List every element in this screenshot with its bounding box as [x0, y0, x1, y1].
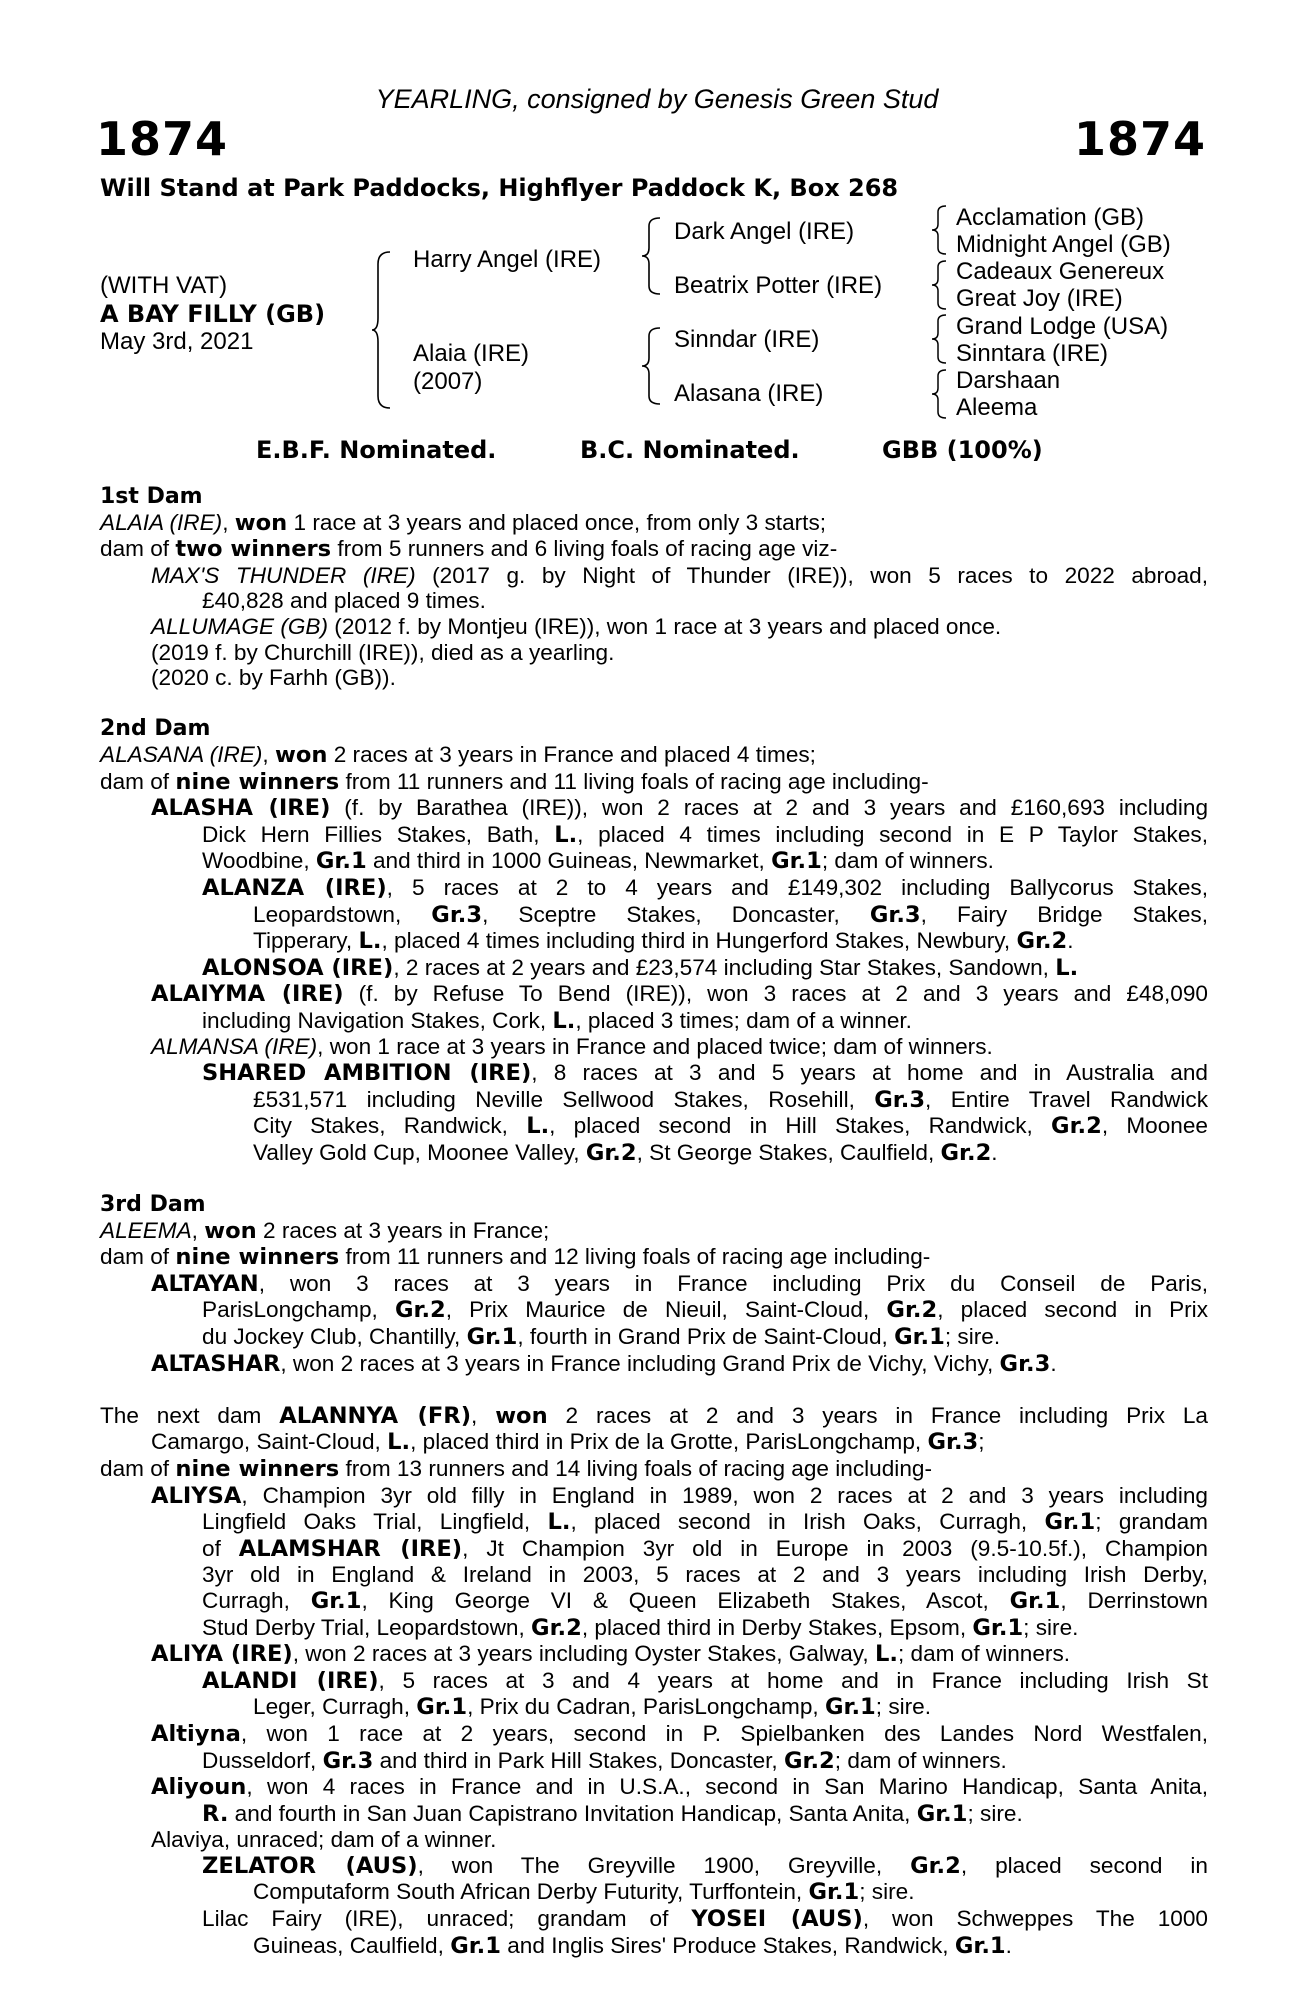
line-text: £40,828 and placed 9 times. [202, 588, 486, 614]
line-text: . [1050, 1350, 1057, 1376]
bold-text: Gr.1 [808, 1879, 860, 1906]
bold-text: Gr.1 [771, 848, 822, 875]
bold-text: L. [547, 1509, 571, 1536]
italic-text: ALAIA (IRE) [100, 509, 223, 535]
record-line [100, 1429, 1208, 1456]
brace-sire-dam [370, 250, 394, 410]
line-text: Lingfield Oaks Trial, Lingfield, [202, 1509, 548, 1535]
line-text: , won The Greyville 1900, Greyville, [417, 1852, 911, 1878]
record-line [100, 1060, 1208, 1087]
bold-text: Gr.1 [916, 1800, 968, 1827]
line-text: , placed 3 times; dam of a winner. [575, 1007, 912, 1033]
record-line [100, 928, 1208, 955]
line-text: , won 3 races at 3 years in France including Prix du Conseil de Paris, [258, 1270, 1208, 1296]
record-line [100, 1906, 1208, 1933]
bold-text: L. [387, 1429, 411, 1456]
bold-text: L. [875, 1641, 898, 1668]
section-title: 2nd Dam [100, 716, 211, 742]
line-text: and Inglis Sires' Produce Stakes, Randwick, [500, 1932, 955, 1958]
bold-text: Gr.3 [431, 901, 483, 928]
bold-text: Gr.2 [886, 1297, 938, 1324]
record-line [100, 1113, 1208, 1140]
bold-text: Gr.2 [1051, 1113, 1102, 1140]
record-line [100, 614, 1208, 640]
line-text: Guineas, Caulfield, [253, 1932, 451, 1958]
dam-produce-record [100, 484, 1208, 1959]
line-text: ; sire. [1023, 1614, 1079, 1640]
gen3-name-6: Sinntara (IRE) [956, 340, 1109, 367]
line-text: (2017 g. by Night of Thunder (IRE)), won 5 races to 2022 abroad, [415, 562, 1208, 588]
line-text: , placed second in [960, 1852, 1208, 1878]
line-text: ; sire. [875, 1694, 932, 1720]
line-text: Tipperary, [253, 928, 359, 954]
line-text: , won 2 races at 3 years including Oyster Stakes, Galway, [292, 1641, 875, 1667]
line-text: , won 4 races in France and in U.S.A., second in San Marino Handicap, Santa Anita, [246, 1774, 1208, 1800]
bold-text: Gr.2 [531, 1614, 582, 1641]
record-line [100, 665, 1208, 691]
line-text: , won 2 races at 3 years in France including Grand Prix de Vichy, Vichy, [280, 1350, 1000, 1376]
record-line [100, 902, 1208, 929]
bold-text: ZELATOR (AUS) [202, 1852, 418, 1879]
record-line [100, 1456, 1208, 1483]
line-text: , placed second in Irish Oaks, Curragh, [570, 1509, 1045, 1535]
line-text: , Jt Champion 3yr old in Europe in 2003 (9.5-10.5f.), Champion [462, 1535, 1208, 1561]
line-text: . [991, 1139, 998, 1165]
record-line [100, 536, 1208, 563]
dam-section [100, 1403, 1208, 1959]
record-line [100, 1536, 1208, 1563]
bold-text: ALASHA (IRE) [151, 795, 331, 822]
consignment-line: YEARLING, consigned by Genesis Green Stud [375, 84, 939, 114]
line-text: from 13 runners and 14 living foals of racing age including- [339, 1455, 932, 1481]
bold-text: Gr.1 [1044, 1509, 1096, 1536]
line-text: , [191, 1217, 205, 1243]
horse-name: A BAY FILLY (GB) [100, 300, 326, 328]
bold-text: Gr.3 [999, 1350, 1051, 1377]
line-text: du Jockey Club, Chantilly, [202, 1324, 467, 1349]
bold-text: Gr.2 [783, 1747, 835, 1774]
line-text: Woodbine, [202, 848, 316, 874]
bold-text: ALONSOA (IRE) [202, 954, 394, 981]
line-text: ; dam of winners. [834, 1747, 1007, 1773]
line-text: (f. by Refuse To Bend (IRE)), won 3 races at 2 and 3 years and £48,090 [343, 981, 1208, 1007]
bold-text: won [495, 1402, 548, 1429]
section-gap [100, 1377, 1208, 1403]
section-title: 1st Dam [100, 484, 203, 509]
record-line [100, 1562, 1208, 1588]
record-line [100, 1615, 1208, 1642]
ebf-nomination: E.B.F. Nominated. [256, 436, 497, 464]
bold-text: Gr.1 [416, 1694, 468, 1721]
line-text: , placed third in Derby Stakes, Epsom, [581, 1614, 973, 1640]
line-text: 2 races at 2 and 3 years in France including Prix La [547, 1402, 1208, 1428]
line-text: , 5 races at 2 to 4 years and £149,302 including Ballycorus Stakes, [386, 874, 1209, 900]
line-text: from 11 runners and 12 living foals of racing age including- [339, 1244, 931, 1270]
line-text: Computaform South African Derby Futurity, Turffontein, [253, 1879, 809, 1905]
bold-text: ALANZA (IRE) [202, 874, 387, 901]
line-text: , 5 races at 3 and 4 years at home and in France including Irish St [378, 1667, 1208, 1693]
record-line [100, 1351, 1208, 1378]
bold-text: ALIYSA [151, 1482, 242, 1509]
bold-text: Gr.1 [972, 1614, 1024, 1641]
bold-text: ALIYA (IRE) [151, 1641, 293, 1668]
granddam-paternal: Beatrix Potter (IRE) [674, 272, 883, 299]
line-text: (2019 f. by Churchill (IRE)), died as a yearling. [151, 639, 615, 665]
line-text: , won 1 race at 3 years in France and placed twice; dam of winners. [317, 1034, 993, 1060]
line-text: , 2 races at 2 years and £23,574 including Star Stakes, Sandown, [393, 954, 1056, 980]
line-text: Curragh, [202, 1587, 311, 1613]
line-text: ; grandam [1095, 1509, 1208, 1535]
line-text: 2 races at 3 years in France and placed 4 times; [327, 741, 816, 767]
line-text: , Champion 3yr old filly in England in 1989, won 2 races at 2 and 3 years including [241, 1482, 1208, 1508]
line-text: , [471, 1402, 496, 1428]
gen3-name-4: Great Joy (IRE) [956, 285, 1123, 312]
line-text: Lilac Fairy (IRE), unraced; grandam of [202, 1906, 692, 1932]
gen3-name-7: Darshaan [956, 367, 1061, 394]
line-text: ; dam of winners. [897, 1641, 1071, 1667]
pedigree-table [0, 0, 1314, 430]
brace-dam-line [640, 326, 664, 406]
bold-text: L. [554, 821, 578, 848]
bold-text: Gr.1 [1009, 1587, 1061, 1614]
section-gap [100, 691, 1208, 717]
line-text: dam of [100, 768, 176, 794]
record-line [100, 1721, 1208, 1748]
line-text: Valley Gold Cup, Moonee Valley, [253, 1139, 586, 1165]
line-text: , Moonee [1101, 1113, 1208, 1139]
italic-text: ALASANA (IRE) [100, 741, 263, 767]
line-text: 3yr old in England & Ireland in 2003, 5 races at 2 and 3 years including Irish Derby, [202, 1562, 1208, 1588]
line-text: Leopardstown, [253, 901, 432, 927]
bold-text: Gr.1 [954, 1932, 1006, 1959]
bold-text: L. [526, 1113, 550, 1140]
line-text: . [1005, 1932, 1012, 1958]
record-line [100, 1668, 1208, 1695]
line-text: including Navigation Stakes, Cork, [202, 1007, 553, 1033]
line-text: , [222, 509, 235, 535]
record-line [100, 1324, 1208, 1351]
line-text: City Stakes, Randwick, [253, 1113, 527, 1139]
line-text: Alaviya, unraced; dam of a winner. [151, 1827, 497, 1853]
bc-nomination: B.C. Nominated. [580, 436, 800, 464]
bold-text: Gr.2 [940, 1139, 992, 1166]
line-text: ; dam of winners. [821, 848, 994, 874]
bold-text: nine winners [175, 1455, 340, 1482]
bold-text: L. [1055, 954, 1079, 981]
record-line [100, 875, 1208, 902]
line-text: . [1067, 928, 1074, 954]
bold-text: Gr.3 [869, 901, 921, 928]
line-text: ; [978, 1429, 985, 1455]
gbb-rating: GBB (100%) [882, 436, 1043, 464]
bold-text: ALAMSHAR (IRE) [238, 1535, 463, 1562]
bold-text: Gr.3 [322, 1747, 374, 1774]
granddam-maternal: Alasana (IRE) [674, 380, 824, 407]
line-text: , Entire Travel Randwick [925, 1086, 1208, 1112]
bold-text: L. [552, 1007, 576, 1034]
line-text: , won 1 race at 2 years, second in P. Spielbanken des Landes Nord Westfalen, [240, 1720, 1208, 1746]
record-line [100, 1641, 1208, 1668]
bold-text: Gr.2 [394, 1297, 446, 1324]
bold-text: ALTAYAN [151, 1270, 259, 1297]
record-line [100, 1403, 1208, 1430]
line-text: Leger, Curragh, [253, 1694, 417, 1720]
bold-text: R. [202, 1800, 229, 1827]
record-line [100, 1933, 1208, 1960]
record-line [100, 1140, 1208, 1167]
lot-number-left: 1874 [96, 112, 229, 166]
line-text: , fourth in Grand Prix de Saint-Cloud, [517, 1324, 895, 1349]
line-text: , St George Stakes, Caulfield, [636, 1139, 941, 1165]
line-text: of [202, 1535, 239, 1561]
record-line [100, 1483, 1208, 1510]
line-text: ; sire. [859, 1879, 915, 1905]
line-text: , Sceptre Stakes, Doncaster, [482, 901, 870, 927]
line-text: and third in Park Hill Stakes, Doncaster, [373, 1747, 784, 1773]
bold-text: ALANDI (IRE) [202, 1667, 379, 1694]
bold-text: ALTASHAR [151, 1350, 281, 1377]
line-text: (2020 c. by Farhh (GB)). [151, 665, 396, 691]
record-line [100, 640, 1208, 666]
bold-text: Gr.2 [910, 1852, 961, 1879]
line-text: Dusseldorf, [202, 1747, 323, 1773]
section-title: 3rd Dam [100, 1192, 206, 1218]
bold-text: two winners [175, 536, 332, 563]
line-text: , won Schweppes The 1000 [862, 1906, 1208, 1932]
line-text: , Derrinstown [1060, 1587, 1208, 1613]
line-text: , Prix du Cadran, ParisLongchamp, [467, 1694, 825, 1720]
brace-gen3-1 [930, 204, 950, 256]
line-text: (f. by Barathea (IRE)), won 2 races at 2 and 3 years and £160,693 including [330, 795, 1209, 821]
gen3-name-1: Acclamation (GB) [956, 204, 1145, 231]
brace-sire-line [640, 216, 664, 296]
lot-number-right: 1874 [1073, 112, 1206, 166]
line-text: ParisLongchamp, [202, 1297, 395, 1323]
record-line [100, 1748, 1208, 1775]
bold-text: Gr.1 [894, 1324, 945, 1350]
record-line [100, 1774, 1208, 1801]
line-text: , Fairy Bridge Stakes, [920, 901, 1208, 927]
line-text: , placed second in Hill Stakes, Randwick, [549, 1113, 1052, 1139]
bold-text: L. [358, 928, 382, 955]
line-text: dam of [100, 1244, 176, 1270]
bold-text: ALANNYA (FR) [279, 1402, 472, 1429]
line-text: Dick Hern Fillies Stakes, Bath, [202, 821, 555, 847]
line-text: 2 races at 3 years in France; [256, 1217, 550, 1243]
record-line [100, 1827, 1208, 1853]
bold-text: nine winners [175, 1244, 340, 1271]
line-text: Stud Derby Trial, Leopardstown, [202, 1614, 532, 1640]
record-line [100, 1801, 1208, 1828]
line-text: £531,571 including Neville Sellwood Stakes, Rosehill, [253, 1086, 875, 1112]
dam-section [100, 484, 1208, 691]
record-line [100, 510, 1208, 537]
record-line [100, 981, 1208, 1008]
bold-text: Gr.3 [874, 1086, 926, 1113]
bold-text: won [234, 509, 288, 536]
line-text: ; sire. [944, 1324, 1001, 1349]
bold-text: ALAIYMA (IRE) [151, 981, 344, 1008]
record-line [100, 769, 1208, 796]
record-line [100, 1509, 1208, 1536]
line-text: , King George VI & Queen Elizabeth Stakes, Ascot, [361, 1587, 1010, 1613]
bold-text: Gr.1 [450, 1932, 501, 1959]
line-text: and fourth in San Juan Capistrano Invitation Handicap, Santa Anita, [228, 1800, 917, 1826]
bold-text: Gr.1 [824, 1694, 876, 1721]
bold-text: SHARED AMBITION (IRE) [202, 1060, 532, 1087]
gen3-name-2: Midnight Angel (GB) [956, 231, 1171, 258]
bold-text: nine winners [175, 768, 340, 795]
italic-text: ALLUMAGE (GB) [151, 613, 329, 639]
bold-text: Gr.3 [927, 1429, 979, 1456]
record-line [100, 1244, 1208, 1271]
italic-text: ALEEMA [100, 1217, 192, 1243]
bold-text: Gr.1 [310, 1587, 362, 1614]
line-text: , 8 races at 3 and 5 years at home and in Australia and [531, 1060, 1208, 1086]
record-line [100, 1008, 1208, 1035]
line-text: dam of [100, 1455, 176, 1481]
record-line [100, 1271, 1208, 1298]
record-line [100, 1853, 1208, 1880]
record-line [100, 1087, 1208, 1114]
bold-text: Gr.2 [585, 1139, 637, 1166]
line-text: , Prix Maurice de Nieuil, Saint-Cloud, [445, 1297, 887, 1323]
brace-gen3-3 [930, 313, 950, 365]
dam-section [100, 1192, 1208, 1377]
line-text: , [262, 741, 275, 767]
record-line [100, 795, 1208, 822]
record-line [100, 955, 1208, 982]
vat-note: (WITH VAT) [100, 272, 228, 299]
bold-text: Aliyoun [151, 1774, 247, 1801]
italic-text: ALMANSA (IRE) [151, 1034, 318, 1060]
line-text: , placed 4 times including second in E P Taylor Stakes, [577, 821, 1208, 847]
line-text: from 5 runners and 6 living foals of racing age viz- [331, 536, 838, 562]
bold-text: Altiyna [151, 1720, 241, 1747]
record-line [100, 1034, 1208, 1060]
gen3-name-8: Aleema [956, 394, 1038, 421]
bold-text: YOSEI (AUS) [691, 1906, 863, 1933]
bold-text: won [204, 1217, 257, 1244]
line-text: Camargo, Saint-Cloud, [151, 1429, 388, 1455]
record-line [100, 588, 1208, 614]
section-gap [100, 1166, 1208, 1192]
record-line [100, 1879, 1208, 1906]
line-text: , placed third in Prix de la Grotte, ParisLongchamp, [410, 1429, 928, 1455]
grandsire-paternal: Dark Angel (IRE) [674, 218, 855, 245]
grandsire-maternal: Sinndar (IRE) [674, 326, 820, 353]
brace-gen3-4 [930, 368, 950, 420]
line-text: ; sire. [967, 1800, 1023, 1826]
dam-section [100, 716, 1208, 1166]
brace-gen3-2 [930, 259, 950, 311]
line-text: , placed second in Prix [937, 1297, 1208, 1323]
dam-name: Alaia (IRE) [413, 340, 530, 367]
record-line [100, 1694, 1208, 1721]
record-line [100, 1297, 1208, 1324]
line-text: , placed 4 times including third in Hungerford Stakes, Newbury, [381, 928, 1017, 954]
record-line [100, 563, 1208, 589]
italic-text: MAX'S THUNDER (IRE) [151, 562, 416, 588]
bold-text: Gr.1 [466, 1324, 518, 1350]
line-text: and third in 1000 Guineas, Newmarket, [366, 848, 772, 874]
bold-text: Gr.1 [315, 848, 367, 875]
line-text: (2012 f. by Montjeu (IRE)), won 1 race at 3 years and placed once. [328, 613, 1002, 639]
gen3-name-5: Grand Lodge (USA) [956, 313, 1169, 340]
sire-name: Harry Angel (IRE) [413, 246, 602, 273]
line-text: dam of [100, 536, 176, 562]
record-line [100, 1588, 1208, 1615]
record-line [100, 848, 1208, 875]
bold-text: Gr.2 [1016, 928, 1068, 955]
stand-location: Will Stand at Park Paddocks, Highflyer Paddock K, Box 268 [100, 174, 899, 202]
line-text: from 11 runners and 11 living foals of racing age including- [339, 768, 929, 794]
record-line [100, 1218, 1208, 1245]
bold-text: won [274, 741, 328, 768]
dam-year: (2007) [413, 368, 483, 395]
line-text: The next dam [100, 1402, 280, 1428]
gen3-name-3: Cadeaux Genereux [956, 258, 1165, 285]
foaling-date: May 3rd, 2021 [100, 328, 254, 355]
record-line [100, 822, 1208, 849]
record-line [100, 742, 1208, 769]
line-text: 1 race at 3 years and placed once, from only 3 starts; [287, 509, 827, 535]
